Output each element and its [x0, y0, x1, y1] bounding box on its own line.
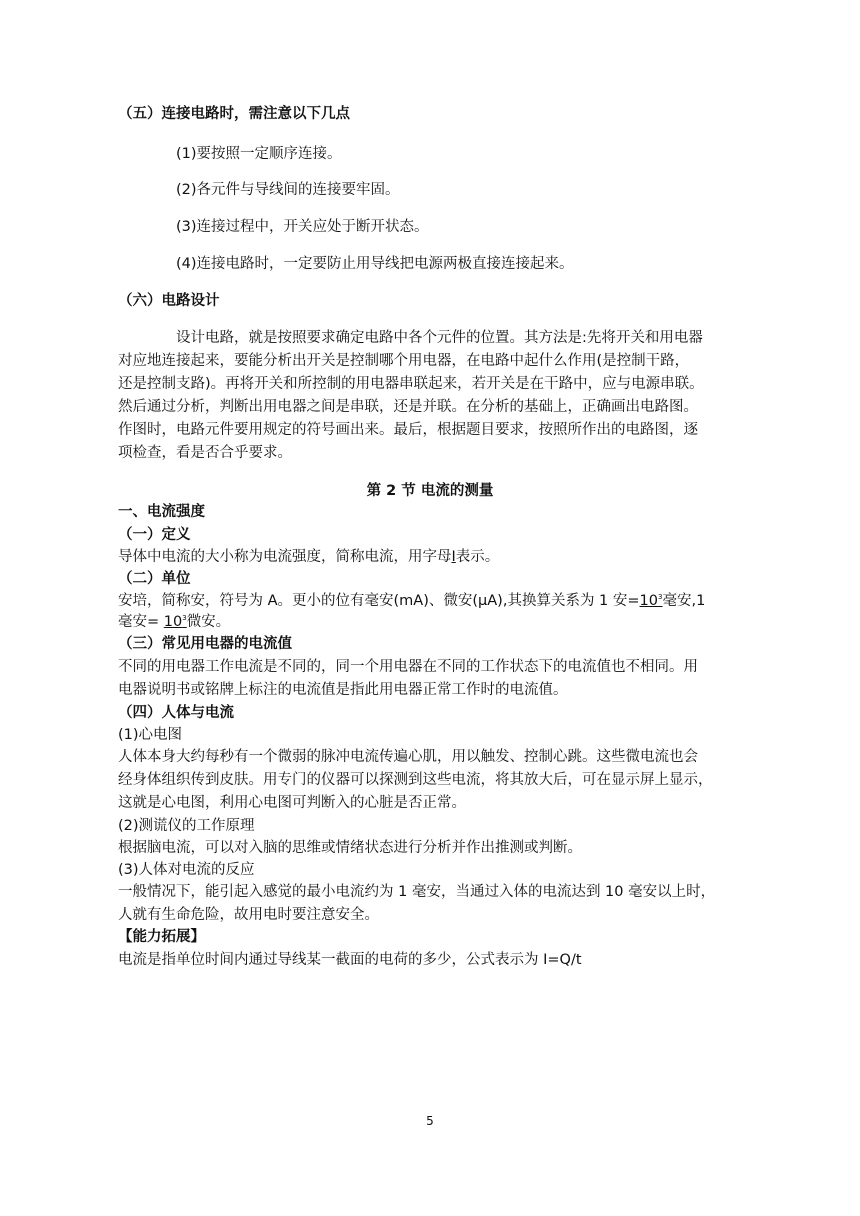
- unit-text: 安培，简称安，符号为 A。更小的位有毫安(mA)、微安(μA),其换算关系为 1 安=: [118, 593, 640, 609]
- page-number: 5: [426, 1114, 434, 1128]
- section-heading: （一）定义: [118, 527, 191, 543]
- paragraph-line: 然后通过分析，判断出用电器之间是串联，还是并联。在分析的基础上，正确画出电路图。: [118, 399, 698, 415]
- power-base: 10: [639, 593, 658, 609]
- page-title: 第 2 节 电流的测量: [366, 483, 494, 499]
- paragraph-line: 项检查，看是否合乎要求。: [118, 445, 292, 461]
- power-value: [164, 614, 187, 630]
- paragraph-line: 还是控制支路)。再将开关和所控制的用电器串联起来，若开关是在干路中，应与电源串联。: [118, 376, 704, 392]
- paragraph-line: 电器说明书或铭牌上标注的电流值是指此用电器正常工作时的电流值。: [118, 682, 568, 698]
- paragraph-line: [118, 547, 499, 567]
- section-heading: （六）电路设计: [118, 293, 220, 309]
- section-heading: 【能力拓展】: [118, 929, 205, 945]
- unit-text: 毫安=: [118, 614, 164, 630]
- list-item: (3)连接过程中，开关应处于断开状态。: [176, 219, 429, 235]
- list-item: (4)连接电路时，一定要防止用导线把电源两极直接连接起来。: [176, 256, 574, 272]
- def-text: 导体中电流的大小称为电流强度，简称电流，用字母: [118, 549, 452, 565]
- section-heading: （三）常见用电器的电流值: [118, 636, 292, 652]
- paragraph-line: [118, 612, 230, 632]
- subheading: (1)心电图: [118, 727, 183, 743]
- paragraph-line: 不同的用电器工作电流是不同的，同一个用电器在不同的工作状态下的电流值也不相同。用: [118, 659, 698, 675]
- power-value: [640, 593, 663, 609]
- def-tail: 表示。: [455, 549, 500, 565]
- paragraph-line: 设计电路，就是按照要求确定电路中各个元件的位置。其方法是:先将开关和用电器: [176, 330, 703, 346]
- paragraph-line: 对应地连接起来，要能分析出开关是控制哪个用电器，在电路中起什么作用(是控制干路，: [118, 353, 690, 369]
- section-heading: （五）连接电路时，需注意以下几点: [118, 106, 350, 122]
- paragraph-line: [118, 591, 705, 611]
- list-item: (1)要按照一定顺序连接。: [176, 146, 342, 162]
- paragraph-line: 电流是指单位时间内通过导线某一截面的电荷的多少，公式表示为 I=Q/t: [118, 952, 582, 968]
- section-heading: （四）人体与电流: [118, 705, 234, 721]
- paragraph-line: 根据脑电流，可以对入脑的思维或情绪状态进行分析并作出推测或判断。: [118, 840, 582, 856]
- unit-text: 微安。: [186, 614, 231, 630]
- power-exponent: 3: [182, 614, 187, 622]
- paragraph-line: 人体本身大约每秒有一个微弱的脉冲电流传遍心肌，用以触发、控制心跳。这些微电流也会: [118, 749, 698, 765]
- paragraph-line: 一般情况下，能引起入感觉的最小电流约为 1 毫安，当通过入体的电流达到 10 毫安以上时，: [118, 884, 716, 900]
- section-heading: （二）单位: [118, 571, 191, 587]
- symbol-letter: I: [451, 549, 456, 565]
- part-heading: 一、电流强度: [118, 504, 205, 520]
- paragraph-line: 这就是心电图，利用心电图可判断入的心脏是否正常。: [118, 795, 466, 811]
- subheading: (2)测谎仪的工作原理: [118, 818, 255, 834]
- paragraph-line: 经身体组织传到皮肤。用专门的仪器可以探测到这些电流，将其放大后，可在显示屏上显示，: [118, 772, 713, 788]
- power-base: 10: [163, 614, 183, 630]
- paragraph-line: 作图时，电路元件要用规定的符号画出来。最后，根据题目要求，按照所作出的电路图，逐: [118, 422, 698, 438]
- list-item: (2)各元件与导线间的连接要牢固。: [176, 182, 400, 198]
- subheading: (3)人体对电流的反应: [118, 862, 255, 878]
- unit-text: 毫安,1: [662, 593, 706, 609]
- power-exponent: 3: [658, 593, 663, 601]
- paragraph-line: 人就有生命危险，故用电时要注意安全。: [118, 907, 379, 923]
